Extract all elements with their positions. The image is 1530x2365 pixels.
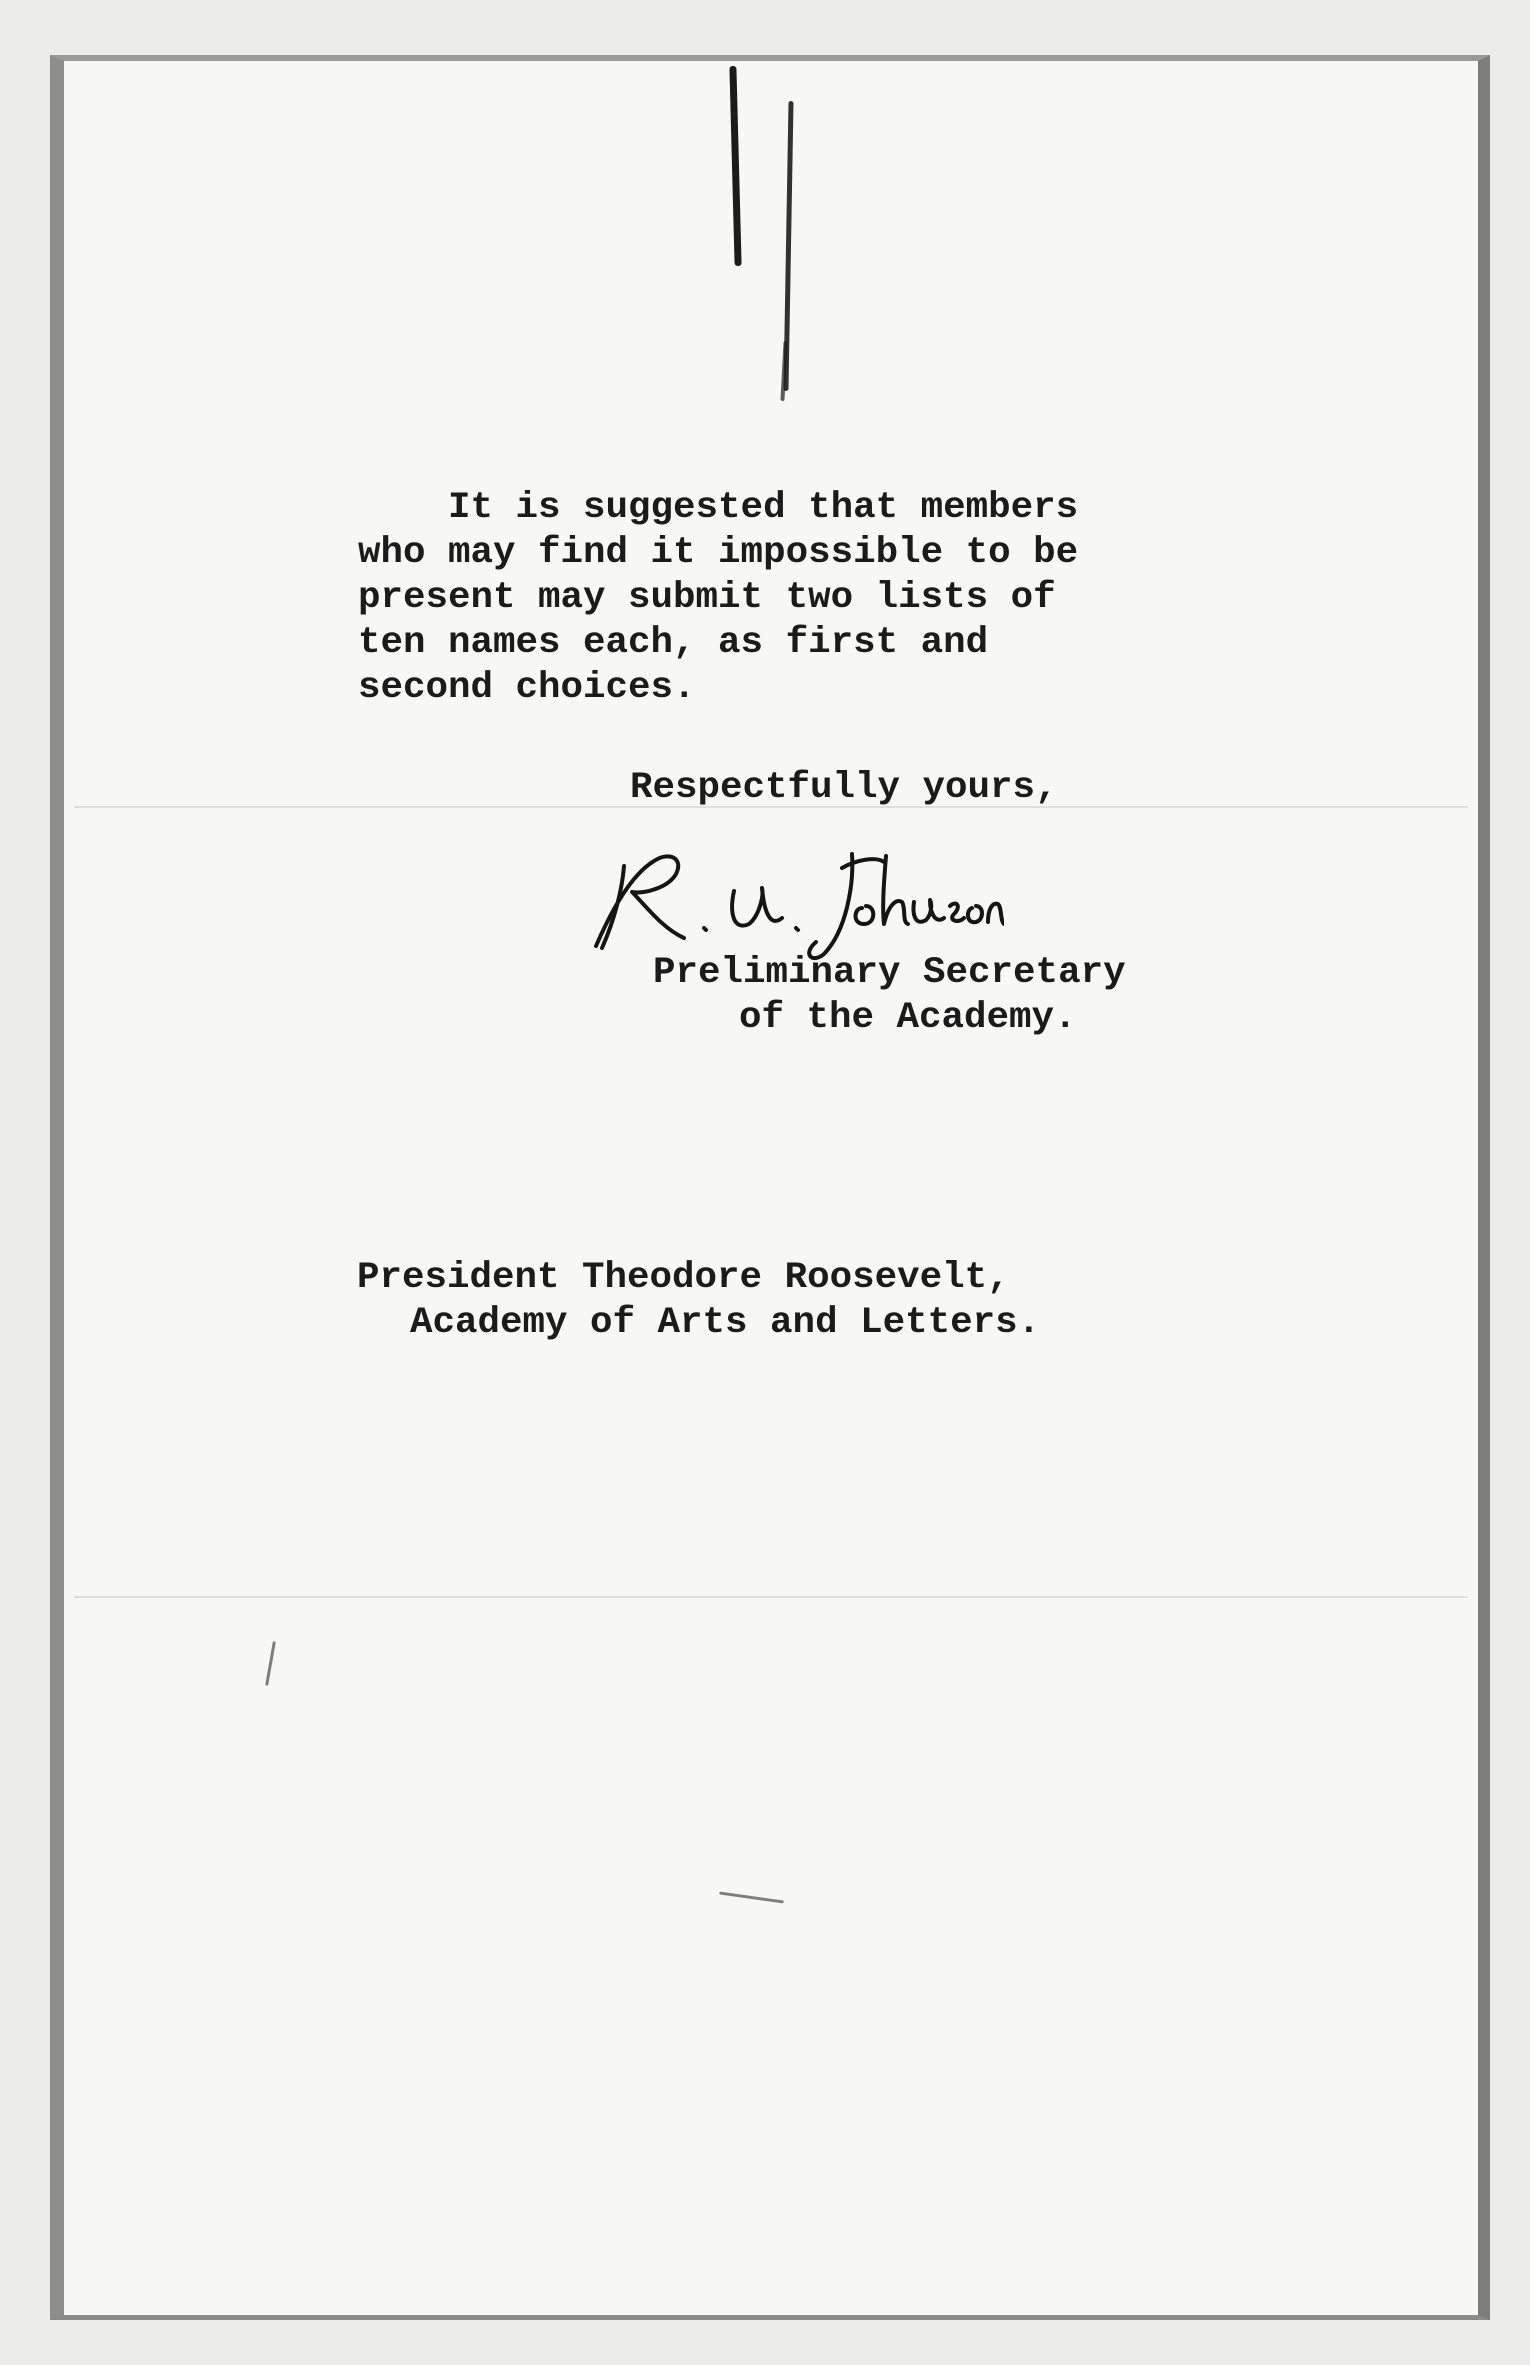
- body-paragraph: [358, 486, 1078, 711]
- body-line: who may find it impossible to be: [358, 532, 1079, 574]
- pencil-mark: [265, 1641, 276, 1686]
- addressee-organization: Academy of Arts and Letters.: [410, 1302, 1041, 1344]
- body-line: ten names each, as first and: [358, 622, 989, 664]
- addressee-name: President Theodore Roosevelt,: [357, 1257, 1010, 1299]
- pencil-mark: [719, 1891, 784, 1903]
- bleed-through-line: [74, 1596, 1468, 1598]
- handwritten-signature: [584, 836, 1004, 966]
- signatory-title-line-2: of the Academy.: [739, 997, 1077, 1039]
- closing: Respectfully yours,: [630, 767, 1058, 809]
- signatory-title: Preliminary Secretary: [653, 952, 1126, 994]
- body-line: present may submit two lists of: [358, 577, 1056, 619]
- body-line: second choices.: [358, 667, 696, 709]
- body-line: It is suggested that members: [358, 487, 1079, 529]
- pencil-mark: [729, 66, 741, 266]
- document-page: [50, 55, 1490, 2320]
